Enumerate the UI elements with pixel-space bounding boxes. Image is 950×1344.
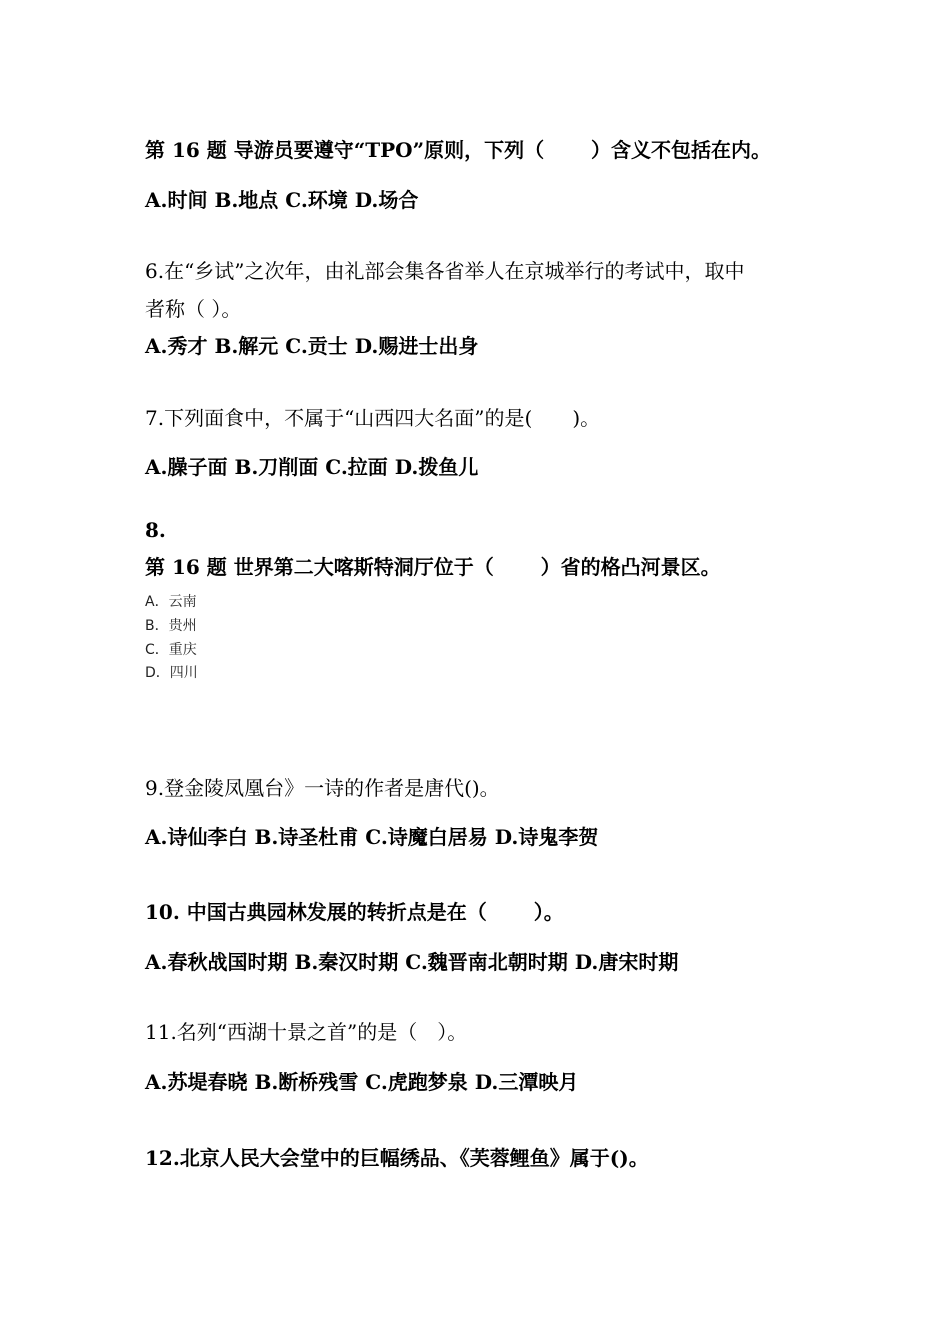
question-8-option-b: B．贵州 <box>145 618 197 634</box>
question-5-stem: 第 16 题 导游员要遵守“TPO”原则，下列（ ）含义不包括在内。 <box>145 138 772 162</box>
question-6-stem-line1: 6.在“乡试”之次年，由礼部会集各省举人在京城举行的考试中，取中 <box>145 259 745 283</box>
question-5-options: A.时间 B.地点 C.环境 D.场合 <box>145 188 419 212</box>
question-10-options: A.春秋战国时期 B.秦汉时期 C.魏晋南北朝时期 D.唐宋时期 <box>145 950 679 974</box>
question-7-stem: 7.下列面食中，不属于“山西四大名面”的是( )。 <box>145 406 601 430</box>
question-12-stem: 12.北京人民大会堂中的巨幅绣品、《芙蓉鲤鱼》属于()。 <box>145 1146 649 1170</box>
question-8-option-d: D．四川 <box>145 665 198 681</box>
question-6-stem-line2: 者称（ ）。 <box>145 297 242 321</box>
question-8-option-a: A．云南 <box>145 594 197 610</box>
question-11-stem: 11.名列“西湖十景之首”的是（ ）。 <box>145 1020 468 1044</box>
question-11-options: A.苏堤春晓 B.断桥残雪 C.虎跑梦泉 D.三潭映月 <box>145 1070 579 1094</box>
question-8-stem: 第 16 题 世界第二大喀斯特洞厅位于（ ）省的格凸河景区。 <box>145 555 721 579</box>
question-8-number: 8. <box>145 518 166 542</box>
question-6-options: A.秀才 B.解元 C.贡士 D.赐进士出身 <box>145 334 479 358</box>
question-10-stem: 10. 中国古典园林发展的转折点是在（ ）。 <box>145 900 564 924</box>
question-8-option-c: C．重庆 <box>145 642 197 658</box>
question-9-options: A.诗仙李白 B.诗圣杜甫 C.诗魔白居易 D.诗鬼李贺 <box>145 825 599 849</box>
question-7-options: A.臊子面 B.刀削面 C.拉面 D.拨鱼儿 <box>145 455 479 479</box>
question-9-stem: 9.登金陵凤凰台》一诗的作者是唐代()。 <box>145 776 500 800</box>
